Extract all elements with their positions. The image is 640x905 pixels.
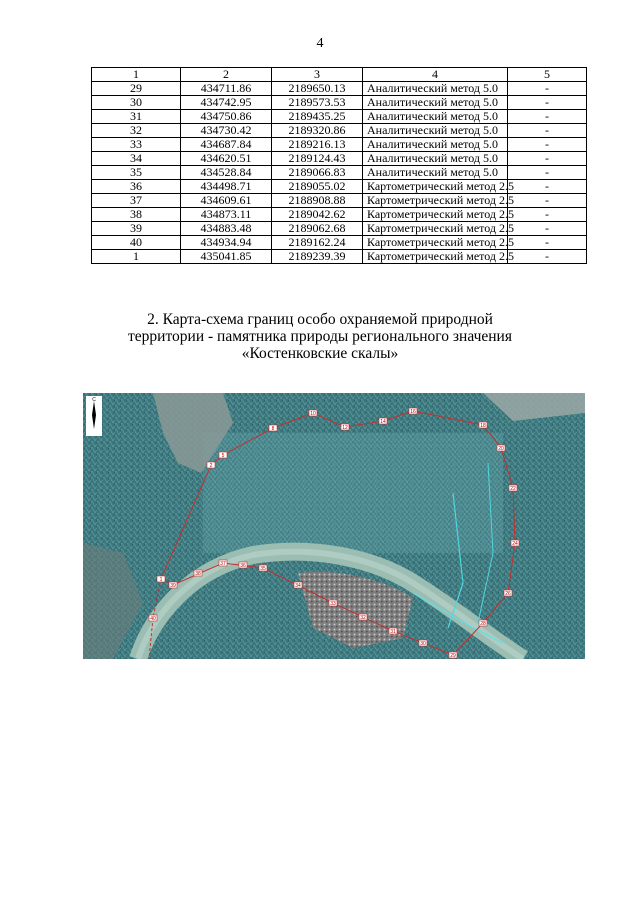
- table-cell: 29: [92, 82, 181, 96]
- table-cell: Аналитический метод 5.0: [363, 152, 508, 166]
- table-cell: 2189062.68: [272, 222, 363, 236]
- table-cell: 31: [92, 110, 181, 124]
- header-cell: 4: [363, 68, 508, 82]
- table-row: [92, 236, 587, 250]
- table-cell: 2189124.43: [272, 152, 363, 166]
- table-cell: 39: [92, 222, 181, 236]
- table-row: [92, 166, 587, 180]
- table-cell: Картометрический метод 2.5: [363, 222, 508, 236]
- point-label: 30: [420, 640, 426, 647]
- table-row: [92, 82, 587, 96]
- boundary-map: [83, 393, 585, 659]
- table-row: [92, 152, 587, 166]
- table-cell: 2189066.83: [272, 166, 363, 180]
- table-cell: Аналитический метод 5.0: [363, 166, 508, 180]
- table-cell: Картометрический метод 2.5: [363, 236, 508, 250]
- table-cell: 2189573.53: [272, 96, 363, 110]
- point-label: 26: [505, 590, 511, 597]
- table-cell: 2189435.25: [272, 110, 363, 124]
- table-cell: Картометрический метод 2.5: [363, 194, 508, 208]
- table-cell: 30: [92, 96, 181, 110]
- point-label: 37: [220, 560, 226, 567]
- point-label: 34: [295, 582, 301, 589]
- table-cell: -: [508, 82, 587, 96]
- table-row: [92, 250, 587, 264]
- point-label: 33: [330, 600, 336, 607]
- table-cell: 37: [92, 194, 181, 208]
- caption-line: «Костенковские скалы»: [241, 345, 399, 362]
- table-cell: -: [508, 138, 587, 152]
- table-cell: Картометрический метод 2.5: [363, 208, 508, 222]
- table-cell: 2189239.39: [272, 250, 363, 264]
- table-cell: Картометрический метод 2.5: [363, 250, 508, 264]
- table-cell: 434730.42: [181, 124, 272, 138]
- table-cell: 32: [92, 124, 181, 138]
- coordinates-table: [91, 67, 587, 264]
- point-label: 18: [480, 422, 486, 429]
- table-cell: 434883.48: [181, 222, 272, 236]
- table-row: [92, 124, 587, 138]
- table-row: [92, 96, 587, 110]
- table-cell: Аналитический метод 5.0: [363, 124, 508, 138]
- table-cell: 434609.61: [181, 194, 272, 208]
- point-label: 1: [159, 576, 163, 583]
- point-label: 36: [240, 562, 246, 569]
- table-cell: Картометрический метод 2.5: [363, 180, 508, 194]
- table-cell: 38: [92, 208, 181, 222]
- table-cell: 2189650.13: [272, 82, 363, 96]
- table-cell: 435041.85: [181, 250, 272, 264]
- table-cell: 434687.84: [181, 138, 272, 152]
- table-cell: 2189162.24: [272, 236, 363, 250]
- point-label: 28: [480, 620, 486, 627]
- header-cell: 5: [508, 68, 587, 82]
- table-cell: 2189055.02: [272, 180, 363, 194]
- table-row: [92, 222, 587, 236]
- point-label: 29: [450, 652, 456, 659]
- table-cell: 434750.86: [181, 110, 272, 124]
- table-cell: 434528.84: [181, 166, 272, 180]
- point-label: 32: [360, 614, 366, 621]
- table-cell: -: [508, 236, 587, 250]
- table-cell: -: [508, 110, 587, 124]
- table-cell: -: [508, 124, 587, 138]
- table-header-row: [92, 68, 587, 82]
- table-cell: -: [508, 208, 587, 222]
- point-label: 20: [498, 445, 504, 452]
- table-cell: -: [508, 96, 587, 110]
- table-cell: 434711.86: [181, 82, 272, 96]
- header-cell: 2: [181, 68, 272, 82]
- table-cell: 434934.94: [181, 236, 272, 250]
- table-cell: 434620.51: [181, 152, 272, 166]
- table-cell: 2189320.86: [272, 124, 363, 138]
- point-label: 2: [209, 462, 213, 469]
- table-cell: Аналитический метод 5.0: [363, 138, 508, 152]
- compass-label: С: [92, 397, 96, 403]
- table-cell: Аналитический метод 5.0: [363, 96, 508, 110]
- table-cell: -: [508, 194, 587, 208]
- table-cell: 434742.95: [181, 96, 272, 110]
- header-cell: 3: [272, 68, 363, 82]
- table-cell: Аналитический метод 5.0: [363, 110, 508, 124]
- point-label: 24: [512, 540, 518, 547]
- point-label: 8: [271, 425, 275, 432]
- point-label: 35: [260, 565, 266, 572]
- table-row: [92, 208, 587, 222]
- table-cell: 2189216.13: [272, 138, 363, 152]
- table-cell: -: [508, 222, 587, 236]
- map-caption: [0, 311, 640, 362]
- table-row: [92, 138, 587, 152]
- table-cell: 434873.11: [181, 208, 272, 222]
- caption-line: территории - памятника природы регионального значения: [128, 328, 512, 345]
- page-number: 4: [316, 36, 324, 51]
- table-cell: Аналитический метод 5.0: [363, 82, 508, 96]
- table-row: [92, 194, 587, 208]
- table-row: [92, 180, 587, 194]
- point-label: 16: [410, 408, 416, 415]
- point-label: 38: [195, 570, 201, 577]
- table-row: [92, 110, 587, 124]
- table-cell: 434498.71: [181, 180, 272, 194]
- point-label: 39: [170, 582, 176, 589]
- table-cell: 34: [92, 152, 181, 166]
- point-label: 40: [150, 615, 156, 622]
- table-cell: 2189042.62: [272, 208, 363, 222]
- point-label: 14: [380, 418, 386, 425]
- point-label: 5: [221, 452, 225, 459]
- table-cell: 35: [92, 166, 181, 180]
- point-label: 22: [510, 485, 516, 492]
- table-cell: -: [508, 180, 587, 194]
- point-label: 12: [342, 424, 348, 431]
- table-cell: 1: [92, 250, 181, 264]
- header-cell: 1: [92, 68, 181, 82]
- table-cell: -: [508, 250, 587, 264]
- table-cell: 33: [92, 138, 181, 152]
- point-label: 10: [310, 410, 316, 417]
- map-image: [83, 393, 585, 659]
- table-cell: 36: [92, 180, 181, 194]
- caption-line: 2. Карта-схема границ особо охраняемой природной: [147, 311, 493, 328]
- table-cell: 40: [92, 236, 181, 250]
- point-label: 31: [390, 628, 396, 635]
- table-cell: 2188908.88: [272, 194, 363, 208]
- table-cell: -: [508, 152, 587, 166]
- table-cell: -: [508, 166, 587, 180]
